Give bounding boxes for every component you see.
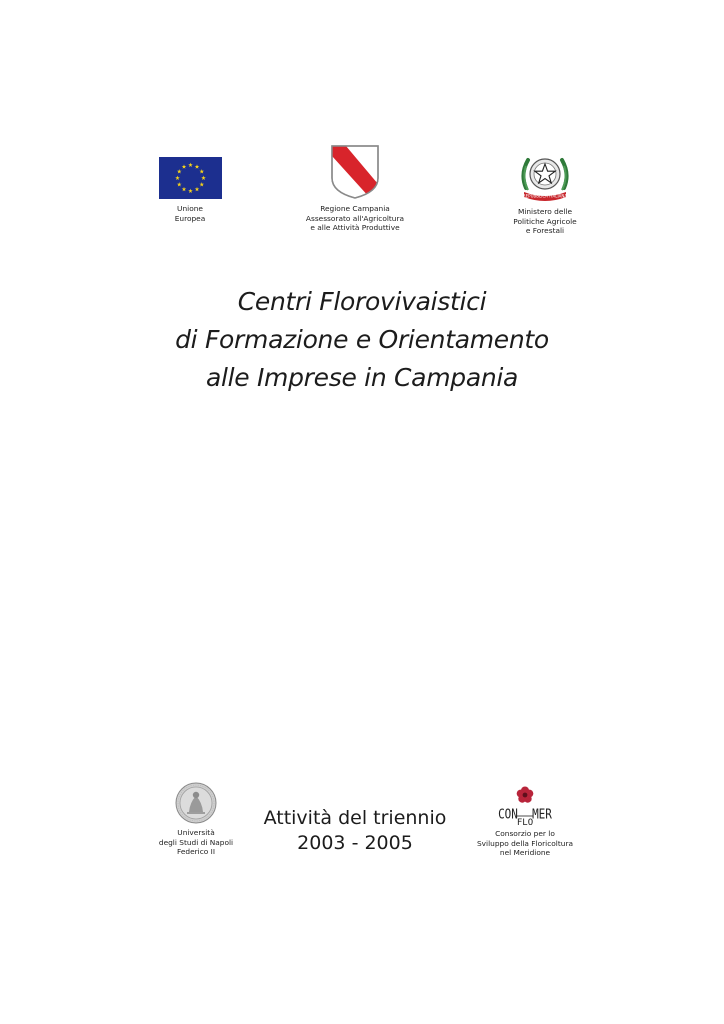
campania-caption <box>295 204 415 233</box>
eu-caption <box>140 204 240 223</box>
subtitle-line: Attività del triennio <box>263 807 447 829</box>
title-line: di Formazione e Orientamento <box>175 325 549 354</box>
ministero-logo <box>490 150 600 236</box>
conflomer-caption-line: nel Meridione <box>499 848 551 857</box>
conflomer-logo <box>470 786 580 858</box>
conflomer-flower-logo-icon <box>498 786 552 826</box>
unina-caption-line: Federico II <box>176 847 216 856</box>
campania-caption-line: e alle Attività Produttive <box>310 223 400 232</box>
unina-caption-line: Università <box>177 828 215 837</box>
unina-caption-line: degli Studi di Napoli <box>158 837 234 847</box>
conflomer-caption <box>470 829 580 858</box>
document-subtitle <box>240 806 470 856</box>
subtitle-line: 2003 - 2005 <box>297 832 413 854</box>
title-line: alle Imprese in Campania <box>205 363 519 392</box>
conflomer-caption-line: Consorzio per lo <box>495 829 555 838</box>
eu-caption-line: Unione <box>177 204 203 213</box>
conflomer-mer-text: MER <box>532 806 552 822</box>
ministero-caption <box>490 207 600 236</box>
campania-caption-line: Assessorato all'Agricoltura <box>305 213 405 223</box>
eu-caption-line: Europea <box>174 213 206 223</box>
emblem-ribbon-text: REPUBBLICA ITALIANA <box>522 193 568 199</box>
campania-caption-line: Regione Campania <box>320 204 390 213</box>
title-line: Centri Florovivaistici <box>237 287 487 316</box>
conflomer-con-text: CON <box>498 806 518 822</box>
document-title <box>0 283 724 397</box>
eu-logo <box>140 157 240 223</box>
unina-caption <box>155 828 237 857</box>
conflomer-flo-text: FLO <box>516 818 534 826</box>
regione-campania-shield-icon <box>330 144 380 200</box>
university-seal-icon <box>175 782 217 824</box>
ministero-caption-line: Politiche Agricole <box>513 216 577 226</box>
ministero-caption-line: Ministero delle <box>517 207 573 216</box>
regione-campania-logo <box>295 144 415 233</box>
ministero-caption-line: e Forestali <box>525 226 565 235</box>
eu-flag-icon <box>159 157 222 199</box>
italian-republic-emblem-icon <box>518 150 572 204</box>
conflomer-caption-line: Sviluppo della Floricoltura <box>476 838 574 848</box>
university-naples-logo <box>155 782 237 857</box>
